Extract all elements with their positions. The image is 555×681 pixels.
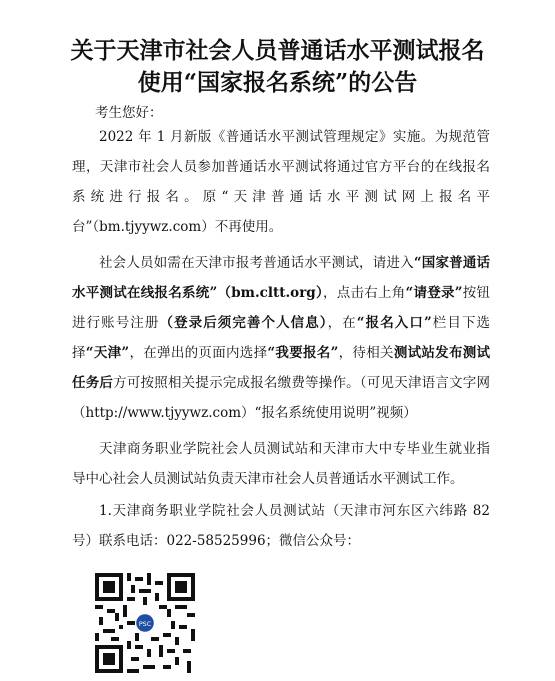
paragraph-2 — [72, 248, 490, 428]
p2-text: ，在 — [327, 315, 357, 331]
p2-text: ，在弹出的页面内选择 — [129, 345, 268, 361]
paragraph-4: 1.天津商务职业学院社会人员测试站（天津市河东区六纬路 82 号）联系电话：022-58525996；微信公众号： — [72, 503, 490, 549]
wechat-qr-code — [95, 573, 195, 673]
tianjin-ref: “天津” — [85, 345, 130, 361]
paragraph-3: 天津商务职业学院社会人员测试站和天津市大中专毕业生就业指导中心社会人员测试站负责天津市社会人员普通话水平测试工作。 — [72, 441, 490, 487]
login-button-ref: “请登录” — [405, 285, 463, 301]
greeting: 考生您好： — [95, 105, 163, 121]
notice-title-line1: 关于天津市社会人员普通话水平测试报名 — [70, 37, 485, 64]
info-note: （登录后须完善个人信息） — [159, 315, 328, 331]
apply-ref: “我要报名” — [267, 345, 339, 361]
p2-text: 栏目下选择 — [72, 315, 491, 361]
p2-text: 按钮进行账号注册 — [72, 285, 491, 331]
task-ref: 测试站发布测试任务后 — [72, 345, 491, 391]
p2-text: 社会人员如需在天津市报考普通话水平测试，请进入 — [99, 255, 414, 271]
qr-logo-text: PSC — [138, 620, 152, 629]
notice-title-line2: 使用“国家报名系统”的公告 — [137, 69, 418, 96]
p2-text: ，点击右上角 — [323, 285, 406, 301]
paragraph-1: 2022 年 1 月新版《普通话水平测试管理规定》实施。为规范管理，天津市社会人员参加普通话水平测试将通过官方平台的在线报名系统进行报名。原“天津普通话水平测试网上报名平台”（bm.tjyywz.com）不再使用。 — [72, 129, 490, 235]
p2-text: ，待相关 — [338, 345, 394, 361]
entry-ref: “报名入口” — [356, 315, 432, 331]
national-system-link[interactable]: “国家普通话水平测试在线报名系统”（bm.cltt.org） — [72, 255, 491, 301]
p2-text: 方可按照相关提示完成报名缴费等操作。（可见天津语言文字网（http://www.tjyywz.com）“报名系统使用说明”视频） — [72, 375, 490, 421]
